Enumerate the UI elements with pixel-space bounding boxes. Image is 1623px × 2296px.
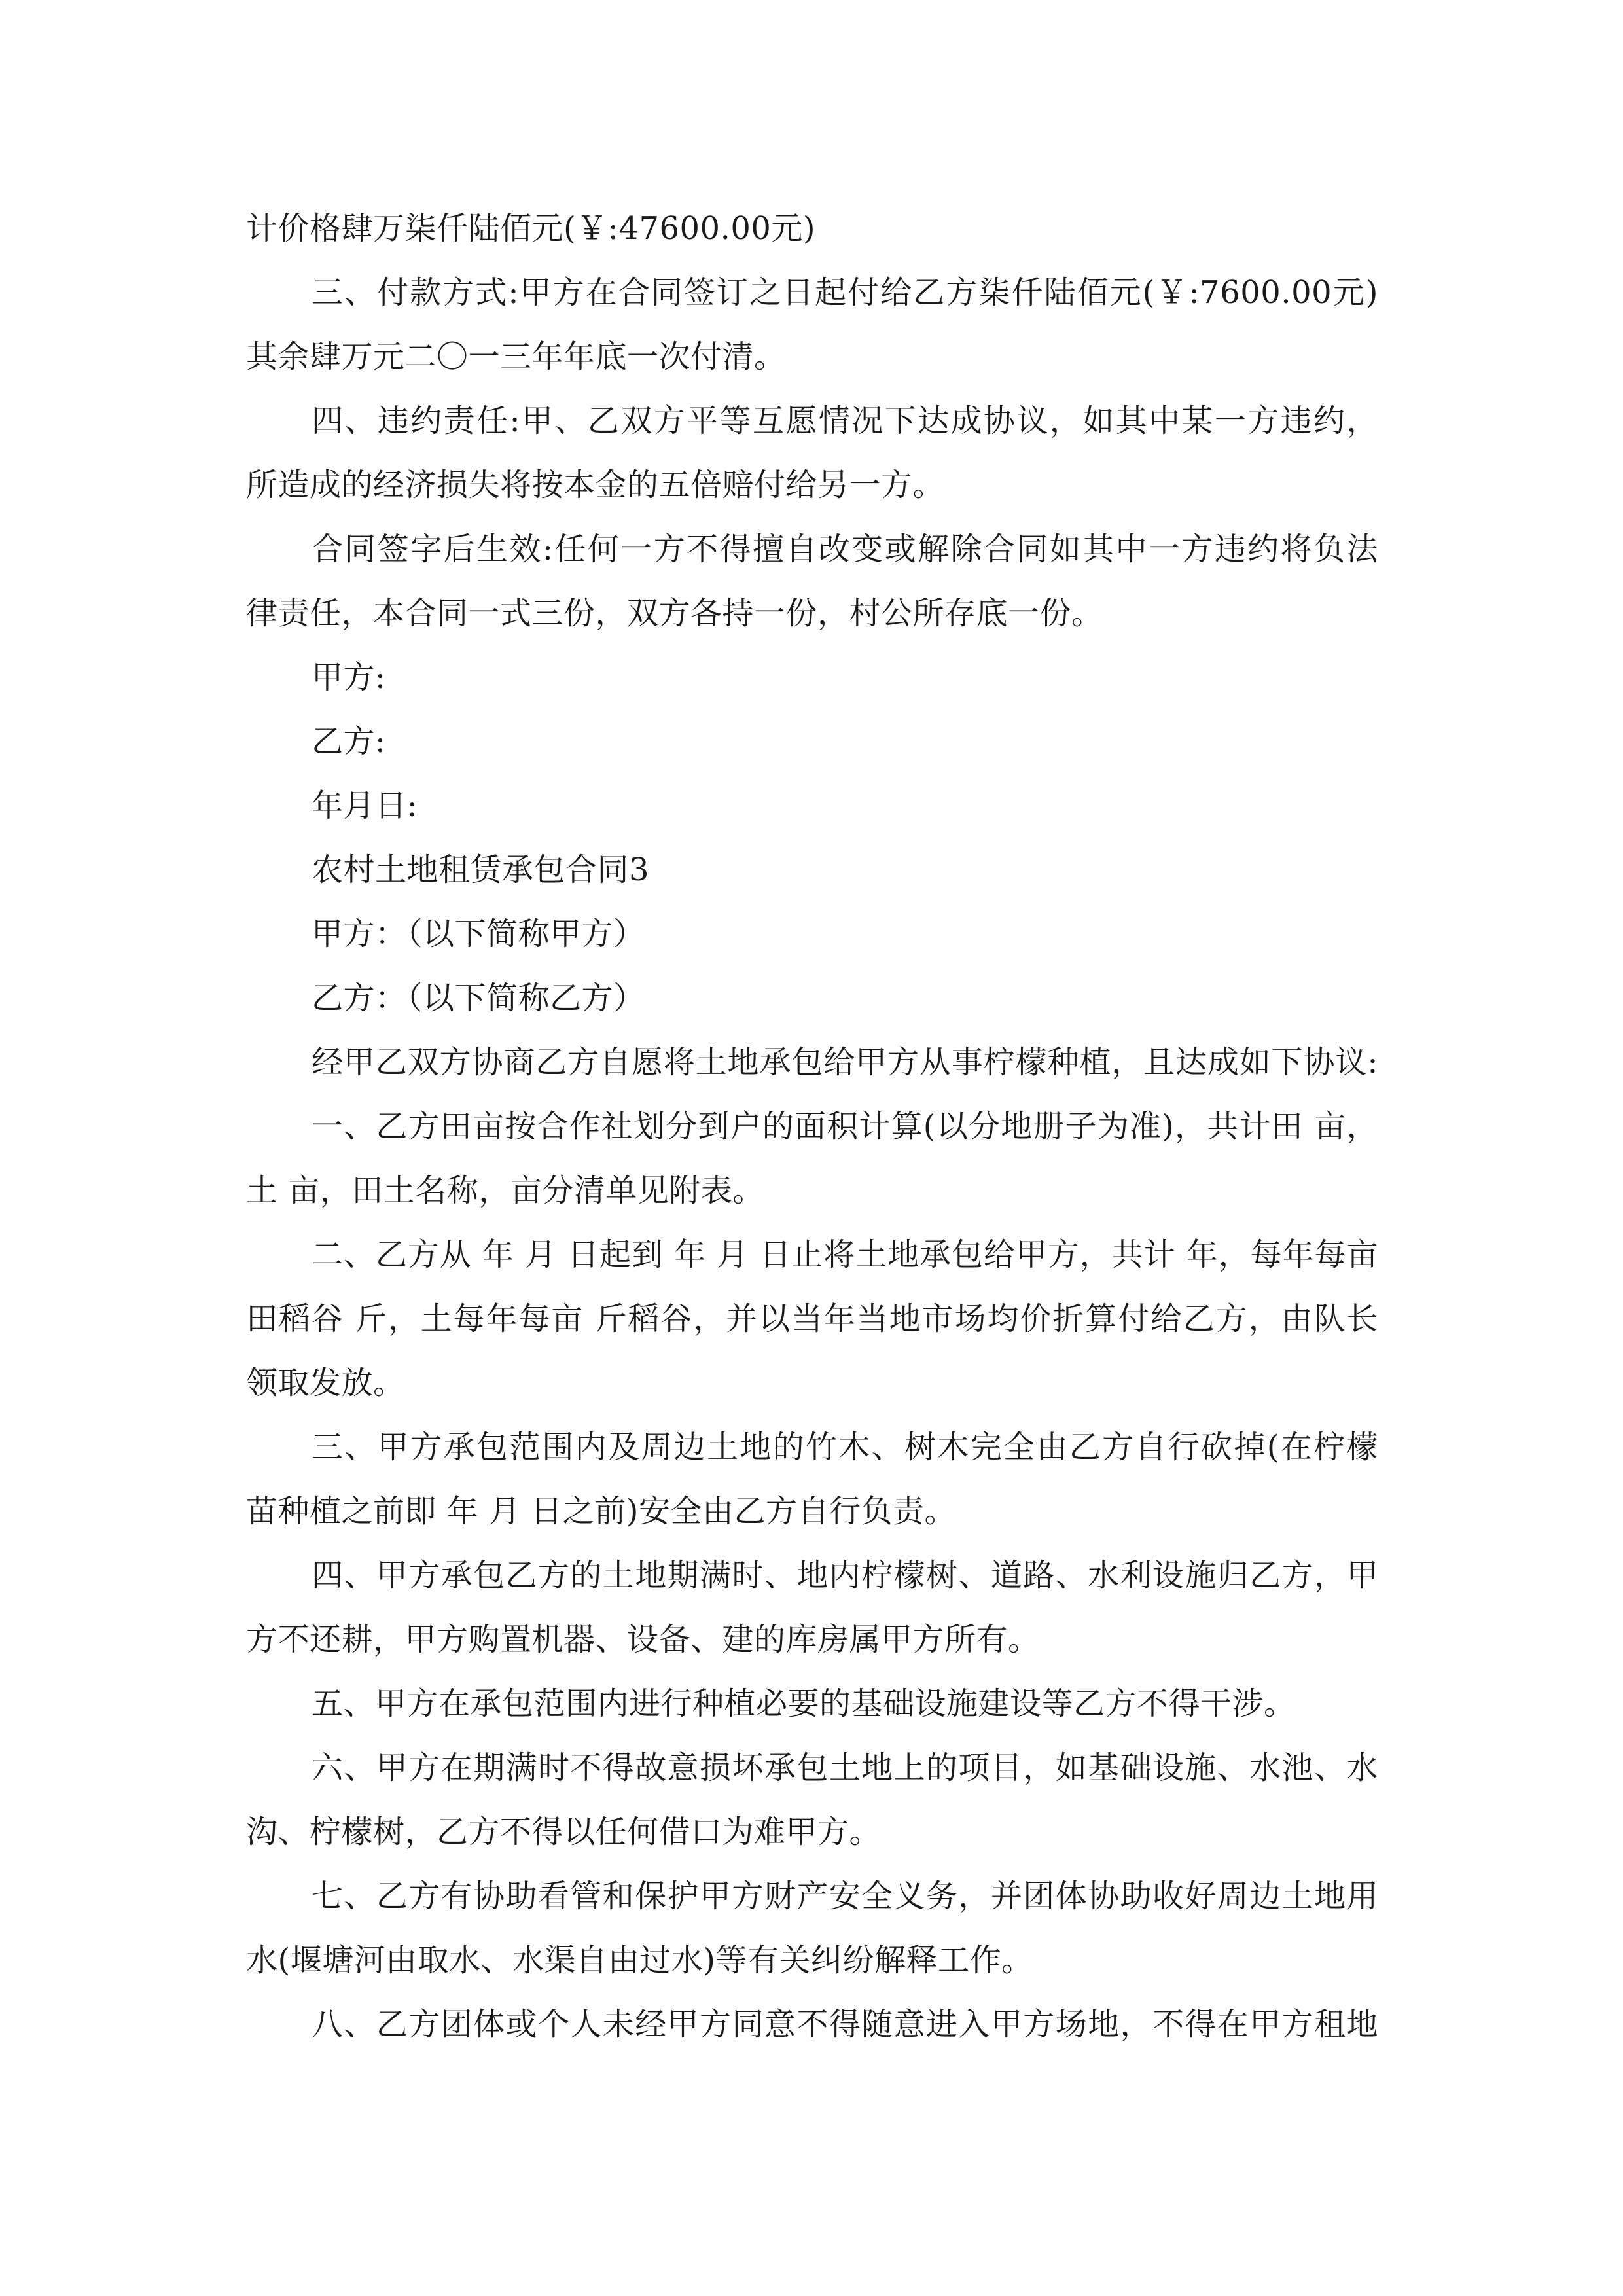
- clause-line: 六、甲方在期满时不得故意损坏承包土地上的项目，如基础设施、水池、水: [312, 1749, 1378, 1786]
- clause-line: 八、乙方团体或个人未经甲方同意不得随意进入甲方场地，不得在甲方租地: [312, 2006, 1378, 2043]
- clause-line: 水(堰塘河由取水、水渠自由过水)等有关纠纷解释工作。: [246, 1942, 1033, 1979]
- party-b-line: 乙方：（以下简称乙方）: [312, 980, 645, 1016]
- clause-line: 土 亩，田土名称，亩分清单见附表。: [246, 1172, 764, 1209]
- clause-line: 苗种植之前即 年 月 日之前)安全由乙方自行负责。: [246, 1493, 957, 1530]
- body-line: 经甲乙双方协商乙方自愿将土地承包给甲方从事柠檬种植，且达成如下协议:: [312, 1044, 1378, 1081]
- clause-line: 领取发放。: [246, 1365, 405, 1401]
- clause-line: 沟、柠檬树，乙方不得以任何借口为难甲方。: [246, 1814, 882, 1850]
- contract-title: 农村土地租赁承包合同3: [312, 852, 650, 888]
- clause-line: 三、甲方承包范围内及周边土地的竹木、树木完全由乙方自行砍掉(在柠檬: [312, 1429, 1378, 1465]
- clause-line: 五、甲方在承包范围内进行种植必要的基础设施建设等乙方不得干涉。: [312, 1685, 1296, 1722]
- clause-line: 一、乙方田亩按合作社划分到户的面积计算(以分地册子为准)，共计田 亩，: [312, 1108, 1378, 1145]
- clause-line: 二、乙方从 年 月 日起到 年 月 日止将土地承包给甲方，共计 年，每年每亩: [312, 1236, 1378, 1273]
- body-line: 其余肆万元二〇一三年年底一次付清。: [246, 338, 786, 375]
- body-line: 计价格肆万柒仟陆佰元(￥:47600.00元): [246, 210, 816, 247]
- party-b-signature-line: 乙方:: [312, 723, 386, 760]
- clause-line: 田稻谷 斤，土每年每亩 斤稻谷，并以当年当地市场均价折算付给乙方，由队长: [246, 1300, 1378, 1337]
- party-a-signature-line: 甲方:: [312, 659, 386, 696]
- date-line: 年月日:: [312, 787, 418, 824]
- body-line: 所造成的经济损失将按本金的五倍赔付给另一方。: [246, 467, 945, 503]
- body-line: 合同签字后生效:任何一方不得擅自改变或解除合同如其中一方违约将负法: [312, 531, 1378, 567]
- clause-line: 七、乙方有协助看管和保护甲方财产安全义务，并团体协助收好周边土地用: [312, 1878, 1378, 1914]
- party-a-line: 甲方：（以下简称甲方）: [312, 916, 645, 952]
- document-body: [246, 196, 1378, 2056]
- body-line: 四、违约责任:甲、乙双方平等互愿情况下达成协议，如其中某一方违约，: [312, 403, 1378, 439]
- body-line: 三、付款方式:甲方在合同签订之日起付给乙方柒仟陆佰元(￥:7600.00元): [312, 274, 1378, 311]
- body-line: 律责任，本合同一式三份，双方各持一份，村公所存底一份。: [246, 595, 1103, 632]
- clause-line: 四、甲方承包乙方的土地期满时、地内柠檬树、道路、水利设施归乙方，甲: [312, 1557, 1378, 1594]
- clause-line: 方不还耕，甲方购置机器、设备、建的库房属甲方所有。: [246, 1621, 1040, 1658]
